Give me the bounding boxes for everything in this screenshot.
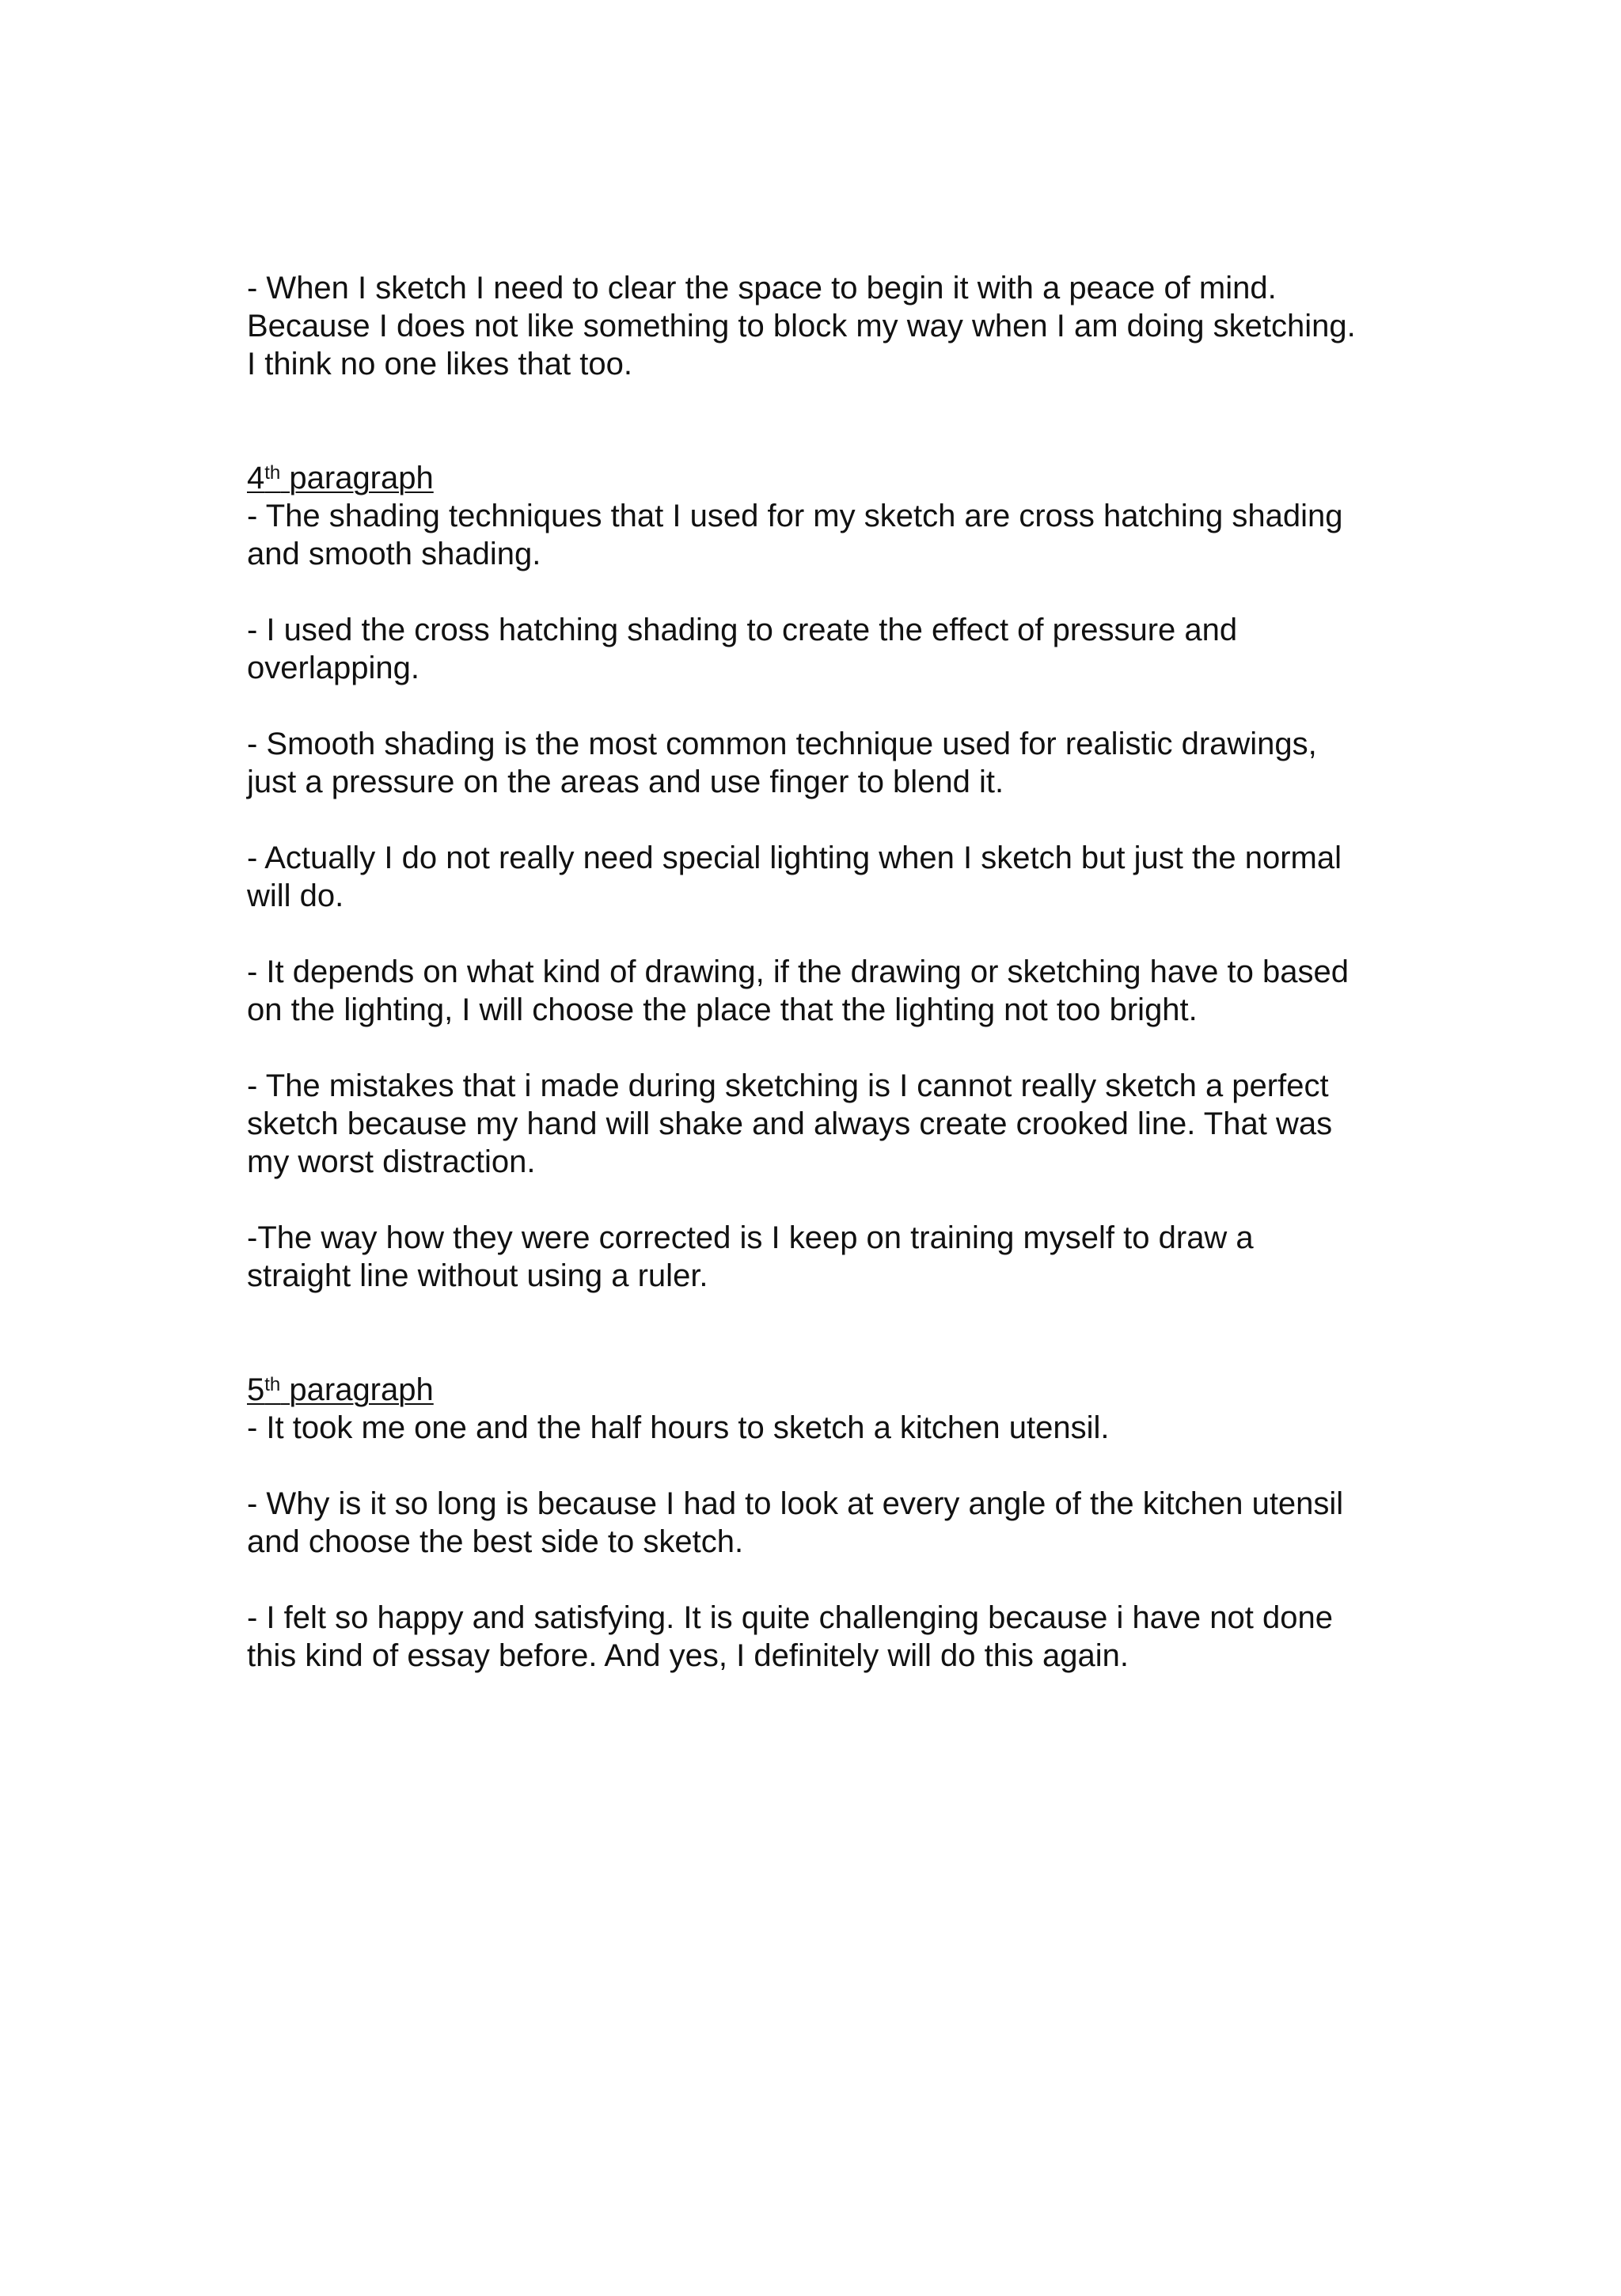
heading-number: 5: [247, 1372, 265, 1407]
section-spacer: [247, 383, 1418, 459]
section4-paragraph-6: - The mistakes that i made during sketching is I cannot really sketch a perfect sketch because my hand will shake and always create crooked line. That was my worst distraction.: [247, 1068, 1333, 1179]
paragraph-spacer: [247, 687, 1418, 725]
section-heading-4: [247, 459, 451, 497]
section4-paragraph-7: -The way how they were corrected is I keep on training myself to draw a straight line without using a ruler.: [247, 1220, 1254, 1293]
paragraph-spacer: [247, 1029, 1418, 1067]
section4-paragraph-3: - Smooth shading is the most common technique used for realistic drawings, just a pressure on the areas and use finger to blend it.: [247, 727, 1317, 799]
heading-label: paragraph: [280, 1372, 434, 1407]
paragraph-spacer: [247, 801, 1418, 839]
paragraph-spacer: [247, 1181, 1418, 1219]
section4-paragraph-1: - The shading techniques that I used for my sketch are cross hatching shading and smooth shading.: [247, 499, 1343, 571]
paragraph-spacer: [247, 915, 1418, 953]
section5-paragraph-2: - Why is it so long is because I had to look at every angle of the kitchen utensil and choose the best side to sketch.: [247, 1486, 1344, 1559]
heading-label: paragraph: [280, 461, 434, 495]
document-body: [247, 269, 1418, 1675]
paragraph-spacer: [247, 1561, 1418, 1599]
heading-ordinal-suffix: th: [264, 461, 281, 484]
section4-paragraph-5: - It depends on what kind of drawing, if the drawing or sketching have to based on the lighting, I will choose the place that the lighting not too bright.: [247, 954, 1349, 1027]
heading-ordinal-suffix: th: [264, 1373, 281, 1395]
section4-paragraph-4: - Actually I do not really need special lighting when I sketch but just the normal will do.: [247, 841, 1342, 913]
section-spacer: [247, 1295, 1418, 1371]
heading-number: 4: [247, 461, 265, 495]
paragraph-spacer: [247, 1447, 1418, 1485]
intro-paragraph: - When I sketch I need to clear the space to begin it with a peace of mind. Because I does not like something to block my way when I am doing sketching. I think no one likes that too.: [247, 271, 1356, 381]
section5-paragraph-1: - It took me one and the half hours to sketch a kitchen utensil.: [247, 1410, 1110, 1445]
paragraph-spacer: [247, 573, 1418, 611]
section-heading-5: [247, 1371, 451, 1409]
section4-paragraph-2: - I used the cross hatching shading to create the effect of pressure and overlapping.: [247, 613, 1238, 685]
section5-paragraph-3: - I felt so happy and satisfying. It is quite challenging because i have not done this kind of essay before. And yes, I definitely will do this again.: [247, 1600, 1333, 1673]
